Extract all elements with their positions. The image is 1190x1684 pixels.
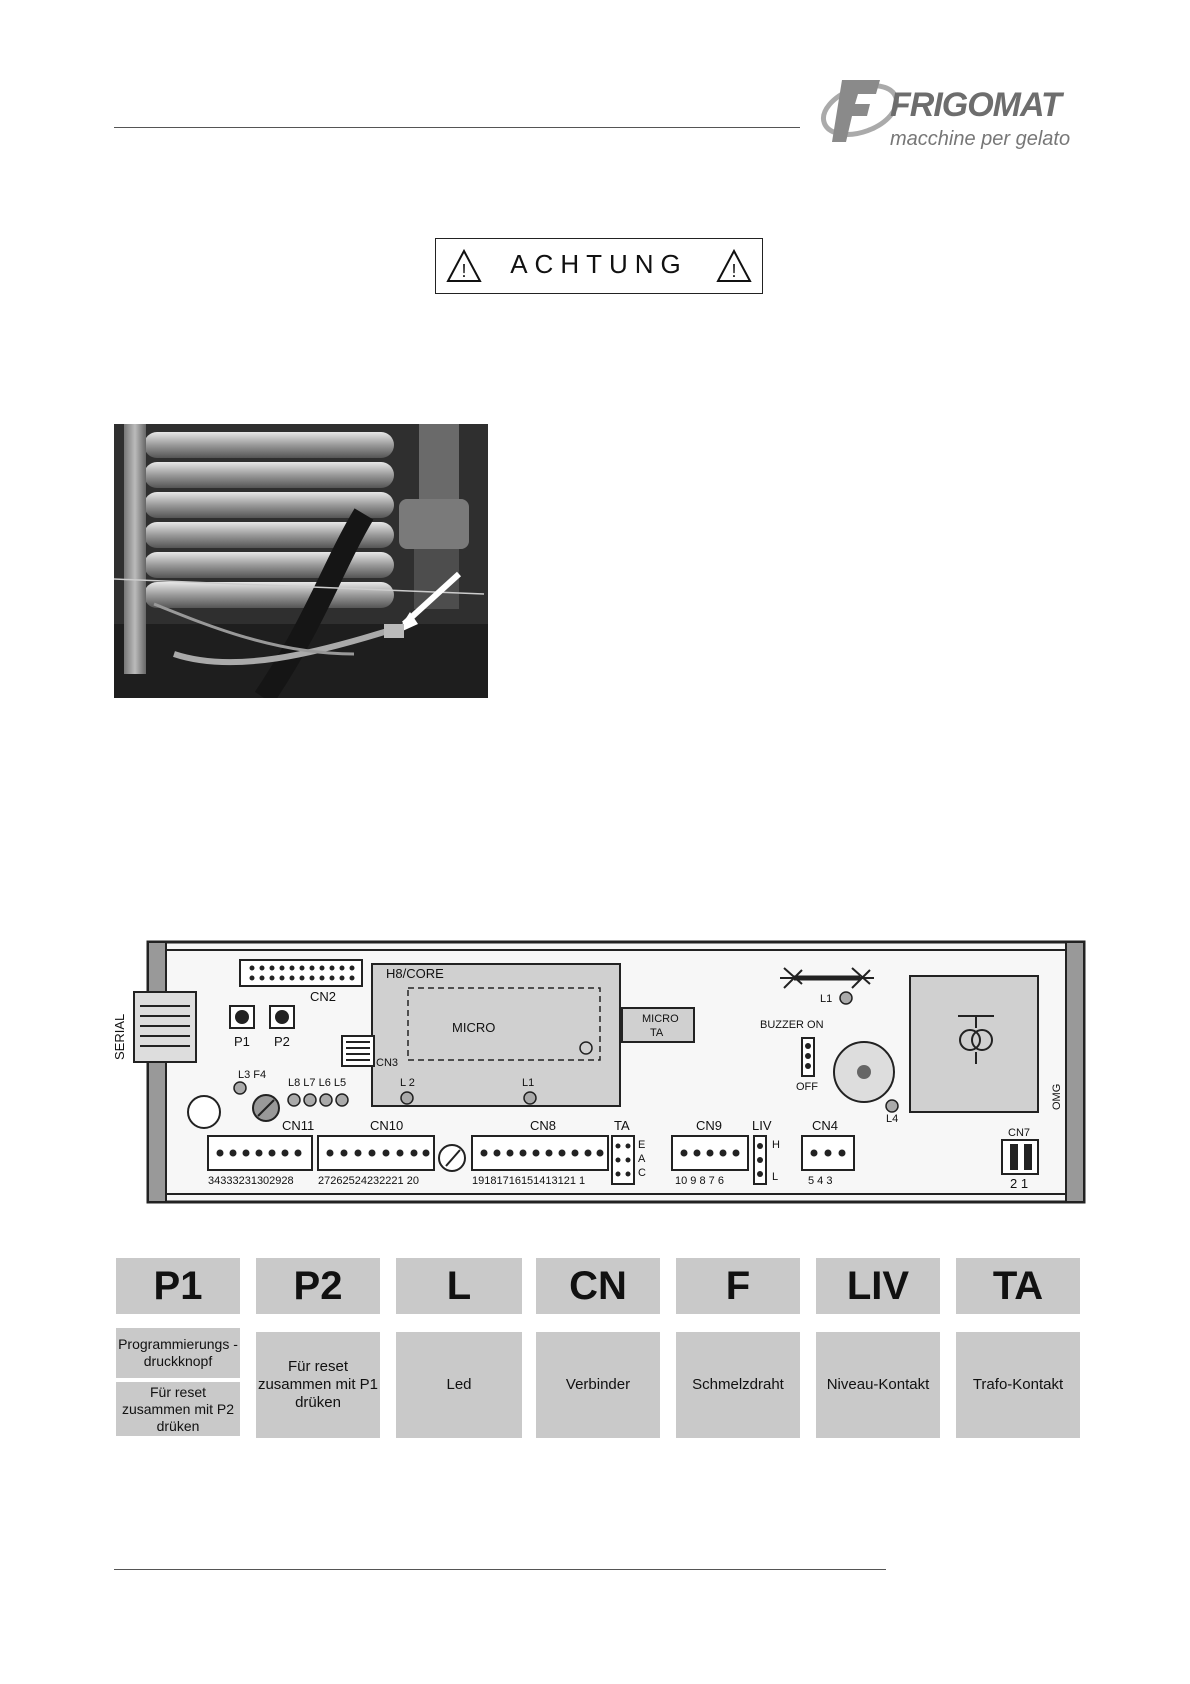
- connector-ta: [612, 1136, 634, 1184]
- label-cn7: CN7: [1008, 1127, 1031, 1139]
- legend-head-liv: LIV: [816, 1258, 940, 1314]
- label-serial: SERIAL: [112, 1013, 127, 1060]
- legend-desc-p1: Programmierungs -druckknopf: [116, 1328, 240, 1378]
- label-liv-h: H: [772, 1139, 780, 1151]
- label-cn11-pins: 34333231302928: [208, 1175, 294, 1187]
- legend-desc-l: Led: [396, 1332, 522, 1438]
- label-l1-inner: L1: [522, 1077, 535, 1089]
- svg-text:!: !: [461, 261, 467, 281]
- label-micro-ta-1: MICRO: [642, 1013, 679, 1025]
- connector-cn2: [240, 960, 362, 986]
- label-l1: L1: [820, 993, 833, 1005]
- label-cn4: CN4: [812, 1118, 839, 1133]
- label-l2: L 2: [400, 1077, 415, 1089]
- warning-triangle-icon: [716, 249, 752, 283]
- legend-desc-liv: Niveau-Kontakt: [816, 1332, 940, 1438]
- legend-head-cn: CN: [536, 1258, 660, 1314]
- warning-title: ACHTUNG: [510, 249, 688, 279]
- label-off: OFF: [796, 1081, 818, 1093]
- label-l3-f4: L3 F4: [238, 1069, 267, 1081]
- label-cn4-pins: 5 4 3: [808, 1175, 833, 1187]
- label-cn2: CN2: [310, 989, 337, 1004]
- label-cn10-pins: 27262524232221 20: [318, 1175, 419, 1187]
- label-cn7-pins: 2 1: [1010, 1176, 1029, 1191]
- legend-desc-ta: Trafo-Kontakt: [956, 1332, 1080, 1438]
- label-ta-c: C: [638, 1167, 646, 1179]
- label-omg: OMG: [1051, 1083, 1063, 1110]
- label-cn3: CN3: [376, 1057, 399, 1069]
- label-liv: LIV: [752, 1118, 772, 1133]
- warning-triangle-icon: [446, 249, 482, 283]
- label-cn10: CN10: [370, 1118, 404, 1133]
- label-ta-e: E: [638, 1139, 646, 1151]
- legend-head-p2: P2: [256, 1258, 380, 1314]
- legend-head-ta: TA: [956, 1258, 1080, 1314]
- label-micro: MICRO: [452, 1020, 496, 1035]
- label-cn9-pins: 10 9 8 7 6: [675, 1175, 724, 1187]
- label-liv-l: L: [772, 1171, 779, 1183]
- footer-rule: [114, 1569, 886, 1570]
- label-p2: P2: [274, 1034, 290, 1049]
- frigomat-logo: [820, 70, 1090, 155]
- warning-box: [435, 238, 763, 294]
- legend-head-p1: P1: [116, 1258, 240, 1314]
- label-micro-ta-2: TA: [650, 1027, 664, 1039]
- logo-tagline: macchine per gelato: [890, 128, 1071, 150]
- label-l4: L4: [886, 1113, 899, 1125]
- transformer: [910, 976, 1038, 1112]
- label-cn9: CN9: [696, 1118, 723, 1133]
- label-cn8: CN8: [530, 1118, 557, 1133]
- legend-head-l: L: [396, 1258, 522, 1314]
- condenser-photo-image: [114, 424, 488, 698]
- legend-desc-f: Schmelzdraht: [676, 1332, 800, 1438]
- legend-sub-p1: Für reset zusammen mit P2 drüken: [116, 1382, 240, 1436]
- label-p1: P1: [234, 1034, 250, 1049]
- legend-head-f: F: [676, 1258, 800, 1314]
- label-l8-l5: L8 L7 L6 L5: [288, 1077, 347, 1089]
- condenser-photo: [114, 424, 488, 698]
- legend-desc-cn: Verbinder: [536, 1332, 660, 1438]
- buzzer-hole: [188, 1096, 220, 1128]
- label-cn11: CN11: [282, 1118, 315, 1133]
- control-board-diagram: [112, 940, 1088, 1210]
- label-h8core: H8/CORE: [386, 966, 444, 981]
- header-rule: [114, 127, 800, 128]
- connector-cn7: [1002, 1140, 1038, 1174]
- legend-desc-p2: Für reset zusammen mit P1 drüken: [256, 1332, 380, 1438]
- logo-brand: FRIGOMAT: [890, 86, 1061, 124]
- label-cn8-pins: 19181716151413121 1: [472, 1175, 586, 1187]
- svg-text:!: !: [731, 261, 737, 281]
- label-ta-a: A: [638, 1153, 646, 1165]
- connector-cn3: [342, 1036, 374, 1066]
- label-buzzer-on: BUZZER ON: [760, 1019, 824, 1031]
- label-ta: TA: [614, 1118, 630, 1133]
